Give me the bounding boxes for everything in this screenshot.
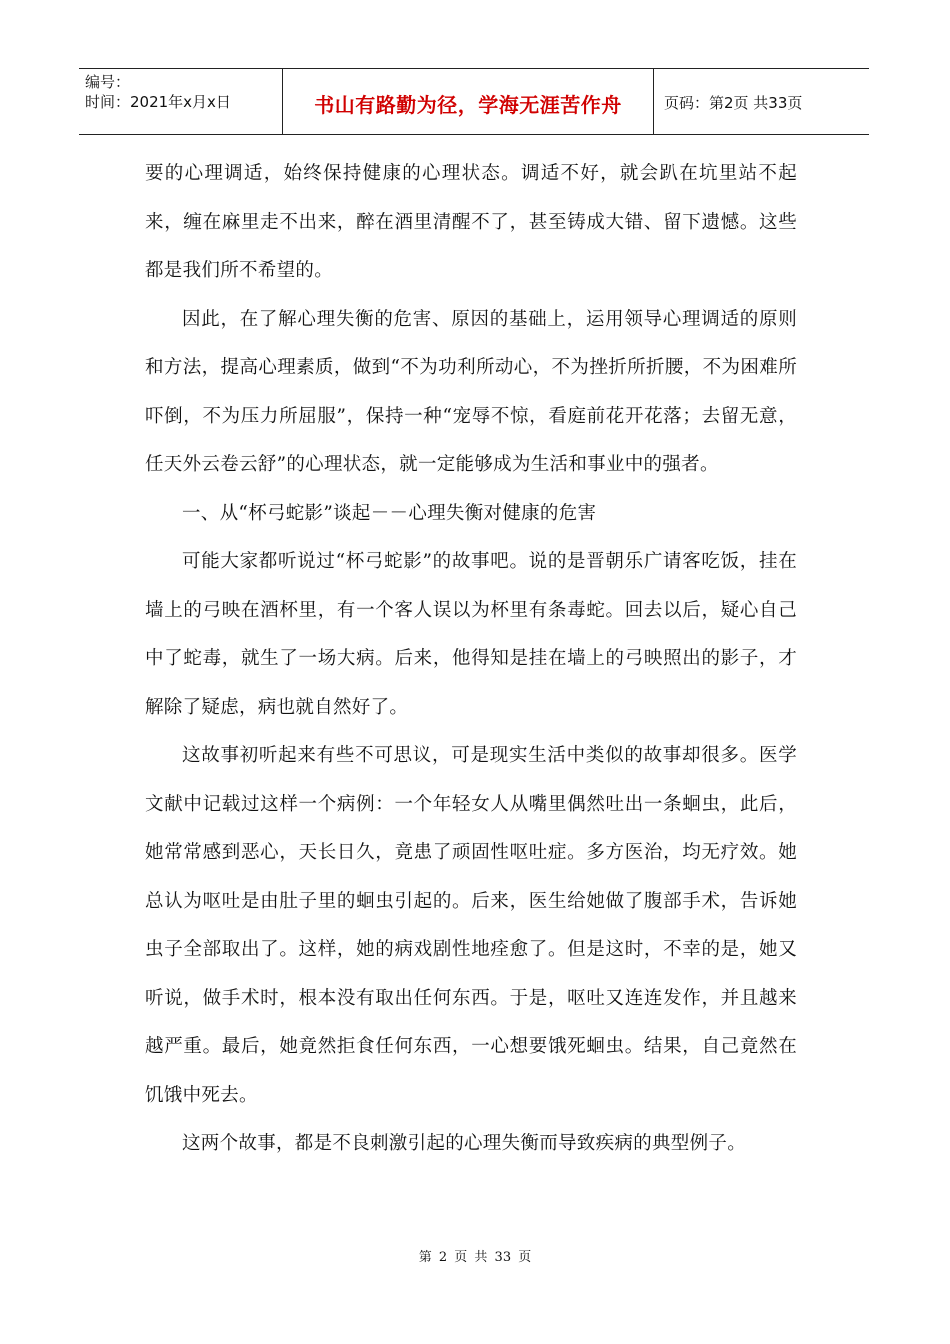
header-meta [79,69,283,134]
time-label: 时间：2021年x月x日 [85,93,231,111]
paragraph: 这故事初听起来有些不可思议，可是现实生活中类似的故事却很多。医学文献中记载过这样一个病例：一个年轻女人从嘴里偶然吐出一条蛔虫，此后，她常常感到恶心，天长日久，竟患了顽固性呕吐症。多方医治，均无疗效。她总认为呕吐是由肚子里的蛔虫引起的。后来，医生给她做了腹部手术，告诉她虫子全部取出了。这样，她的病戏剧性地痊愈了。但是这时，不幸的是，她又听说，做手术时，根本没有取出任何东西。于是，呕吐又连连发作，并且越来越严重。最后，她竟然拒食任何东西，一心想要饿死蛔虫。结果，自己竟然在饥饿中死去。 [145,745,797,1106]
section-heading: 一、从“杯弓蛇影”谈起－－心理失衡对健康的危害 [182,502,597,524]
paragraph: 这两个故事，都是不良刺激引起的心理失衡而导致疾病的典型例子。 [182,1133,747,1154]
paragraph: 可能大家都听说过“杯弓蛇影”的故事吧。说的是晋朝乐广请客吃饭，挂在墙上的弓映在酒杯里，有一个客人误以为杯里有条毒蛇。回去以后，疑心自己中了蛇毒，就生了一场大病。后来，他得知是挂在墙上的弓映照出的影子，才解除了疑虑，病也就自然好了。 [145,551,797,718]
paragraph-continued: 要的心理调适，始终保持健康的心理状态。调适不好，就会趴在坑里站不起来，缠在麻里走不出来，醉在酒里清醒不了，甚至铸成大错、留下遗憾。这些都是我们所不希望的。 [145,163,797,281]
document-body [145,150,797,1169]
header-page-info: 页码：第2页 共33页 [664,94,803,112]
paragraph: 因此，在了解心理失衡的危害、原因的基础上，运用领导心理调适的原则和方法，提高心理素质，做到“不为功利所动心，不为挫折所折腰，不为困难所吓倒，不为压力所屈服”，保持一种“宠辱不惊，看庭前花开花落；去留无意，任天外云卷云舒”的心理状态，就一定能够成为生活和事业中的强者。 [145,308,797,475]
page-header [79,68,869,135]
header-motto: 书山有路勤为径，学海无涯苦作舟 [283,69,654,134]
number-label: 编号： [85,73,131,91]
page-footer: 第 2 页 共 33 页 [418,1250,532,1265]
